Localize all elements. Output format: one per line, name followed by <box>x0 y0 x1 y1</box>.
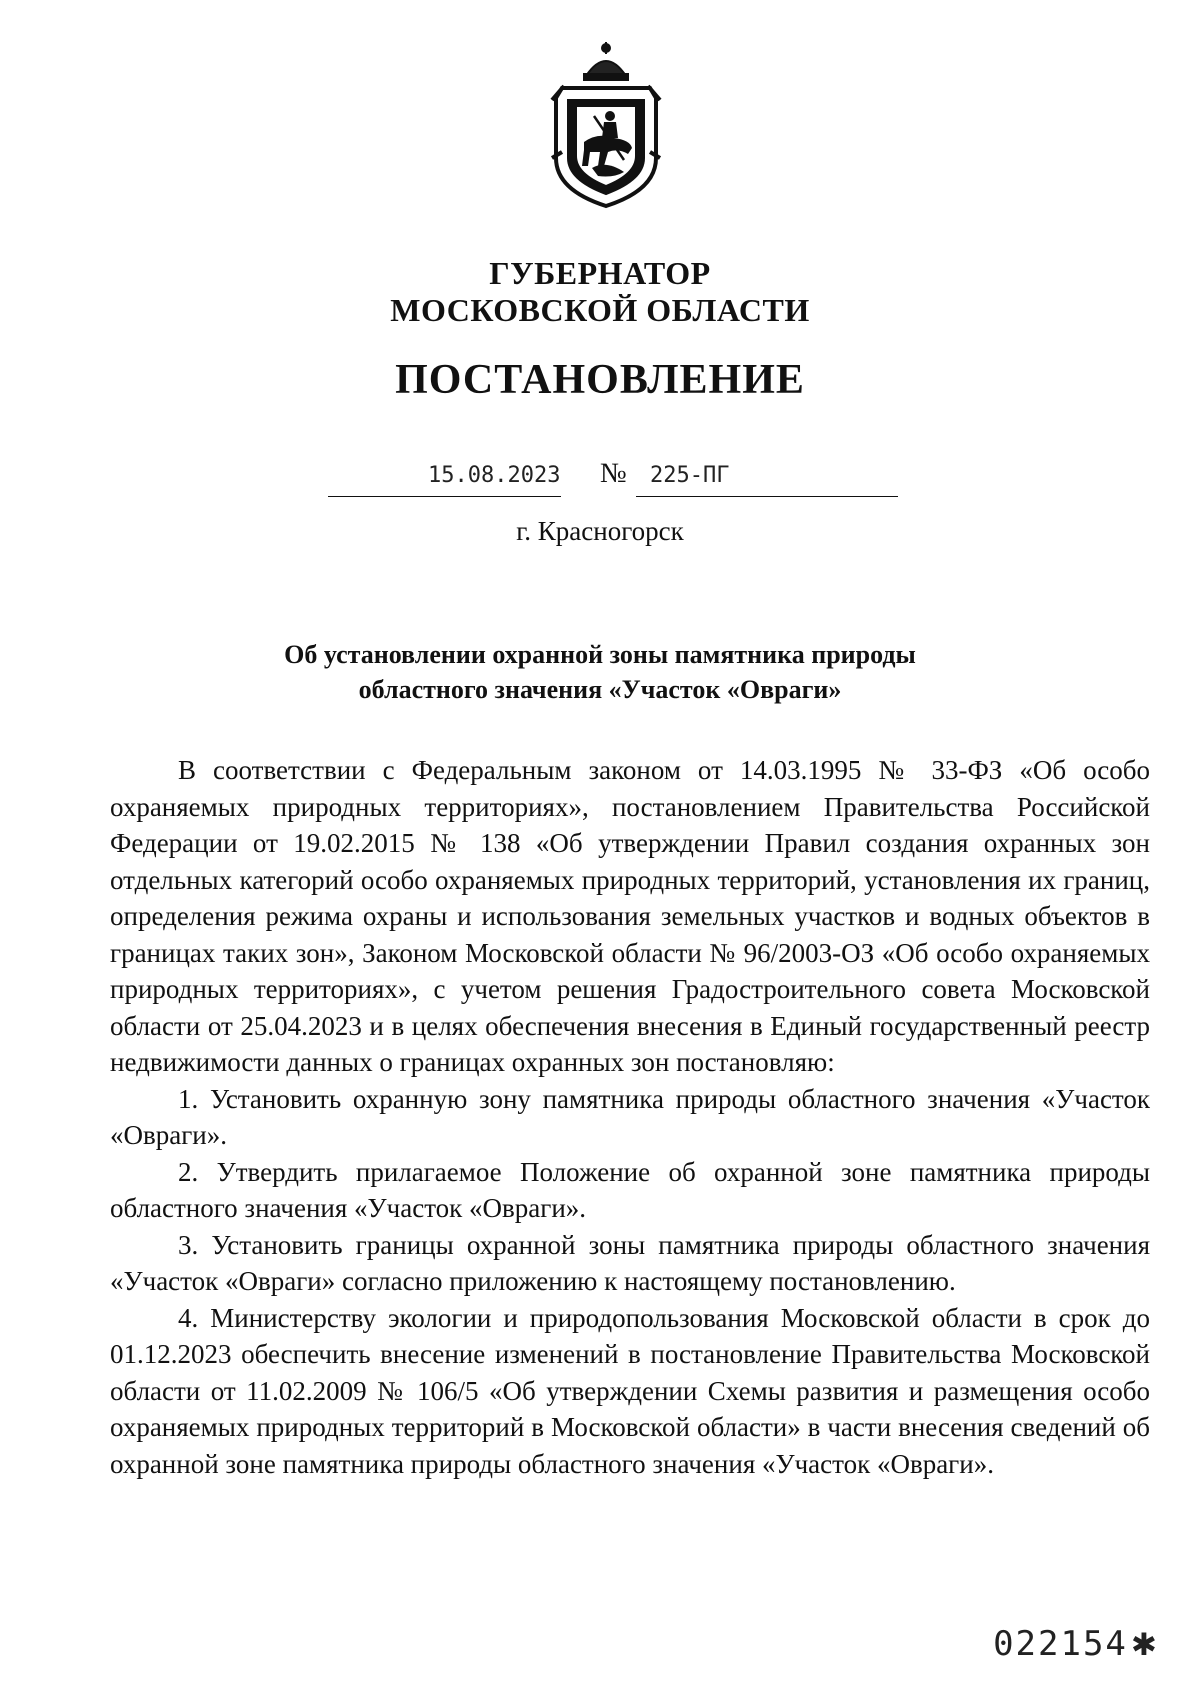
document-body <box>110 752 1150 1482</box>
issuer-title-line1: ГУБЕРНАТОР <box>489 255 711 291</box>
issuing-city: г. Красногорск <box>516 516 684 546</box>
clause-paragraph-4: 4. Министерству экологии и природопользования Московской области в срок до 01.12.2023 обеспечить внесение изменений в постановление Правительства Московской области от 11.02.2009 № 106/5 «Об утверждении Схемы развития и размещения особо охраняемых природных территорий в Московской области» в части внесения сведений об охранной зоне памятника природы областного значения «Участок «Овраги». <box>110 1302 1150 1479</box>
document-number: 225-ПГ <box>650 463 730 488</box>
document-type-title: ПОСТАНОВЛЕНИЕ <box>395 357 805 403</box>
clause-paragraph-3: 3. Установить границы охранной зоны памятника природы областного значения «Участок «Овраги» согласно приложению к настоящему постановлению. <box>110 1229 1150 1296</box>
asterisk-icon: ✱ <box>1131 1619 1158 1665</box>
clause-paragraph-2: 2. Утвердить прилагаемое Положение об охранной зоне памятника природы областного значения «Участок «Овраги». <box>110 1156 1150 1223</box>
issuer-title-line2: МОСКОВСКОЙ ОБЛАСТИ <box>390 292 810 328</box>
subject-title-line1: Об установлении охранной зоны памятника природы <box>284 640 916 669</box>
number-sign: № <box>600 458 627 489</box>
coat-of-arms-icon <box>548 40 664 210</box>
document-date: 15.08.2023 <box>428 463 561 488</box>
serial-number: 022154 <box>993 1624 1128 1664</box>
preamble-paragraph: В соответствии с Федеральным законом от 14.03.1995 № 33-ФЗ «Об особо охраняемых природных территориях», постановлением Правительства Российской Федерации от 19.02.2015 № 138 «Об утверждении Правил создания охранных зон отдельных категорий особо охраняемых природных территорий, установления их границ, определения режима охраны и использования земельных участков и водных объектов в границах таких зон», Законом Московской области № 96/2003-ОЗ «Об особо охраняемых природных территориях», с учетом решения Градостроительного совета Московской области от 25.04.2023 и в целях обеспечения внесения в Единый государственный реестр недвижимости данных о границах охранных зон постановляю: <box>110 755 1150 1077</box>
clause-paragraph-1: 1. Установить охранную зону памятника природы областного значения «Участок «Овраги». <box>110 1083 1150 1150</box>
serial-number-stamp <box>993 1619 1158 1665</box>
subject-title-line2: областного значения «Участок «Овраги» <box>358 675 842 704</box>
